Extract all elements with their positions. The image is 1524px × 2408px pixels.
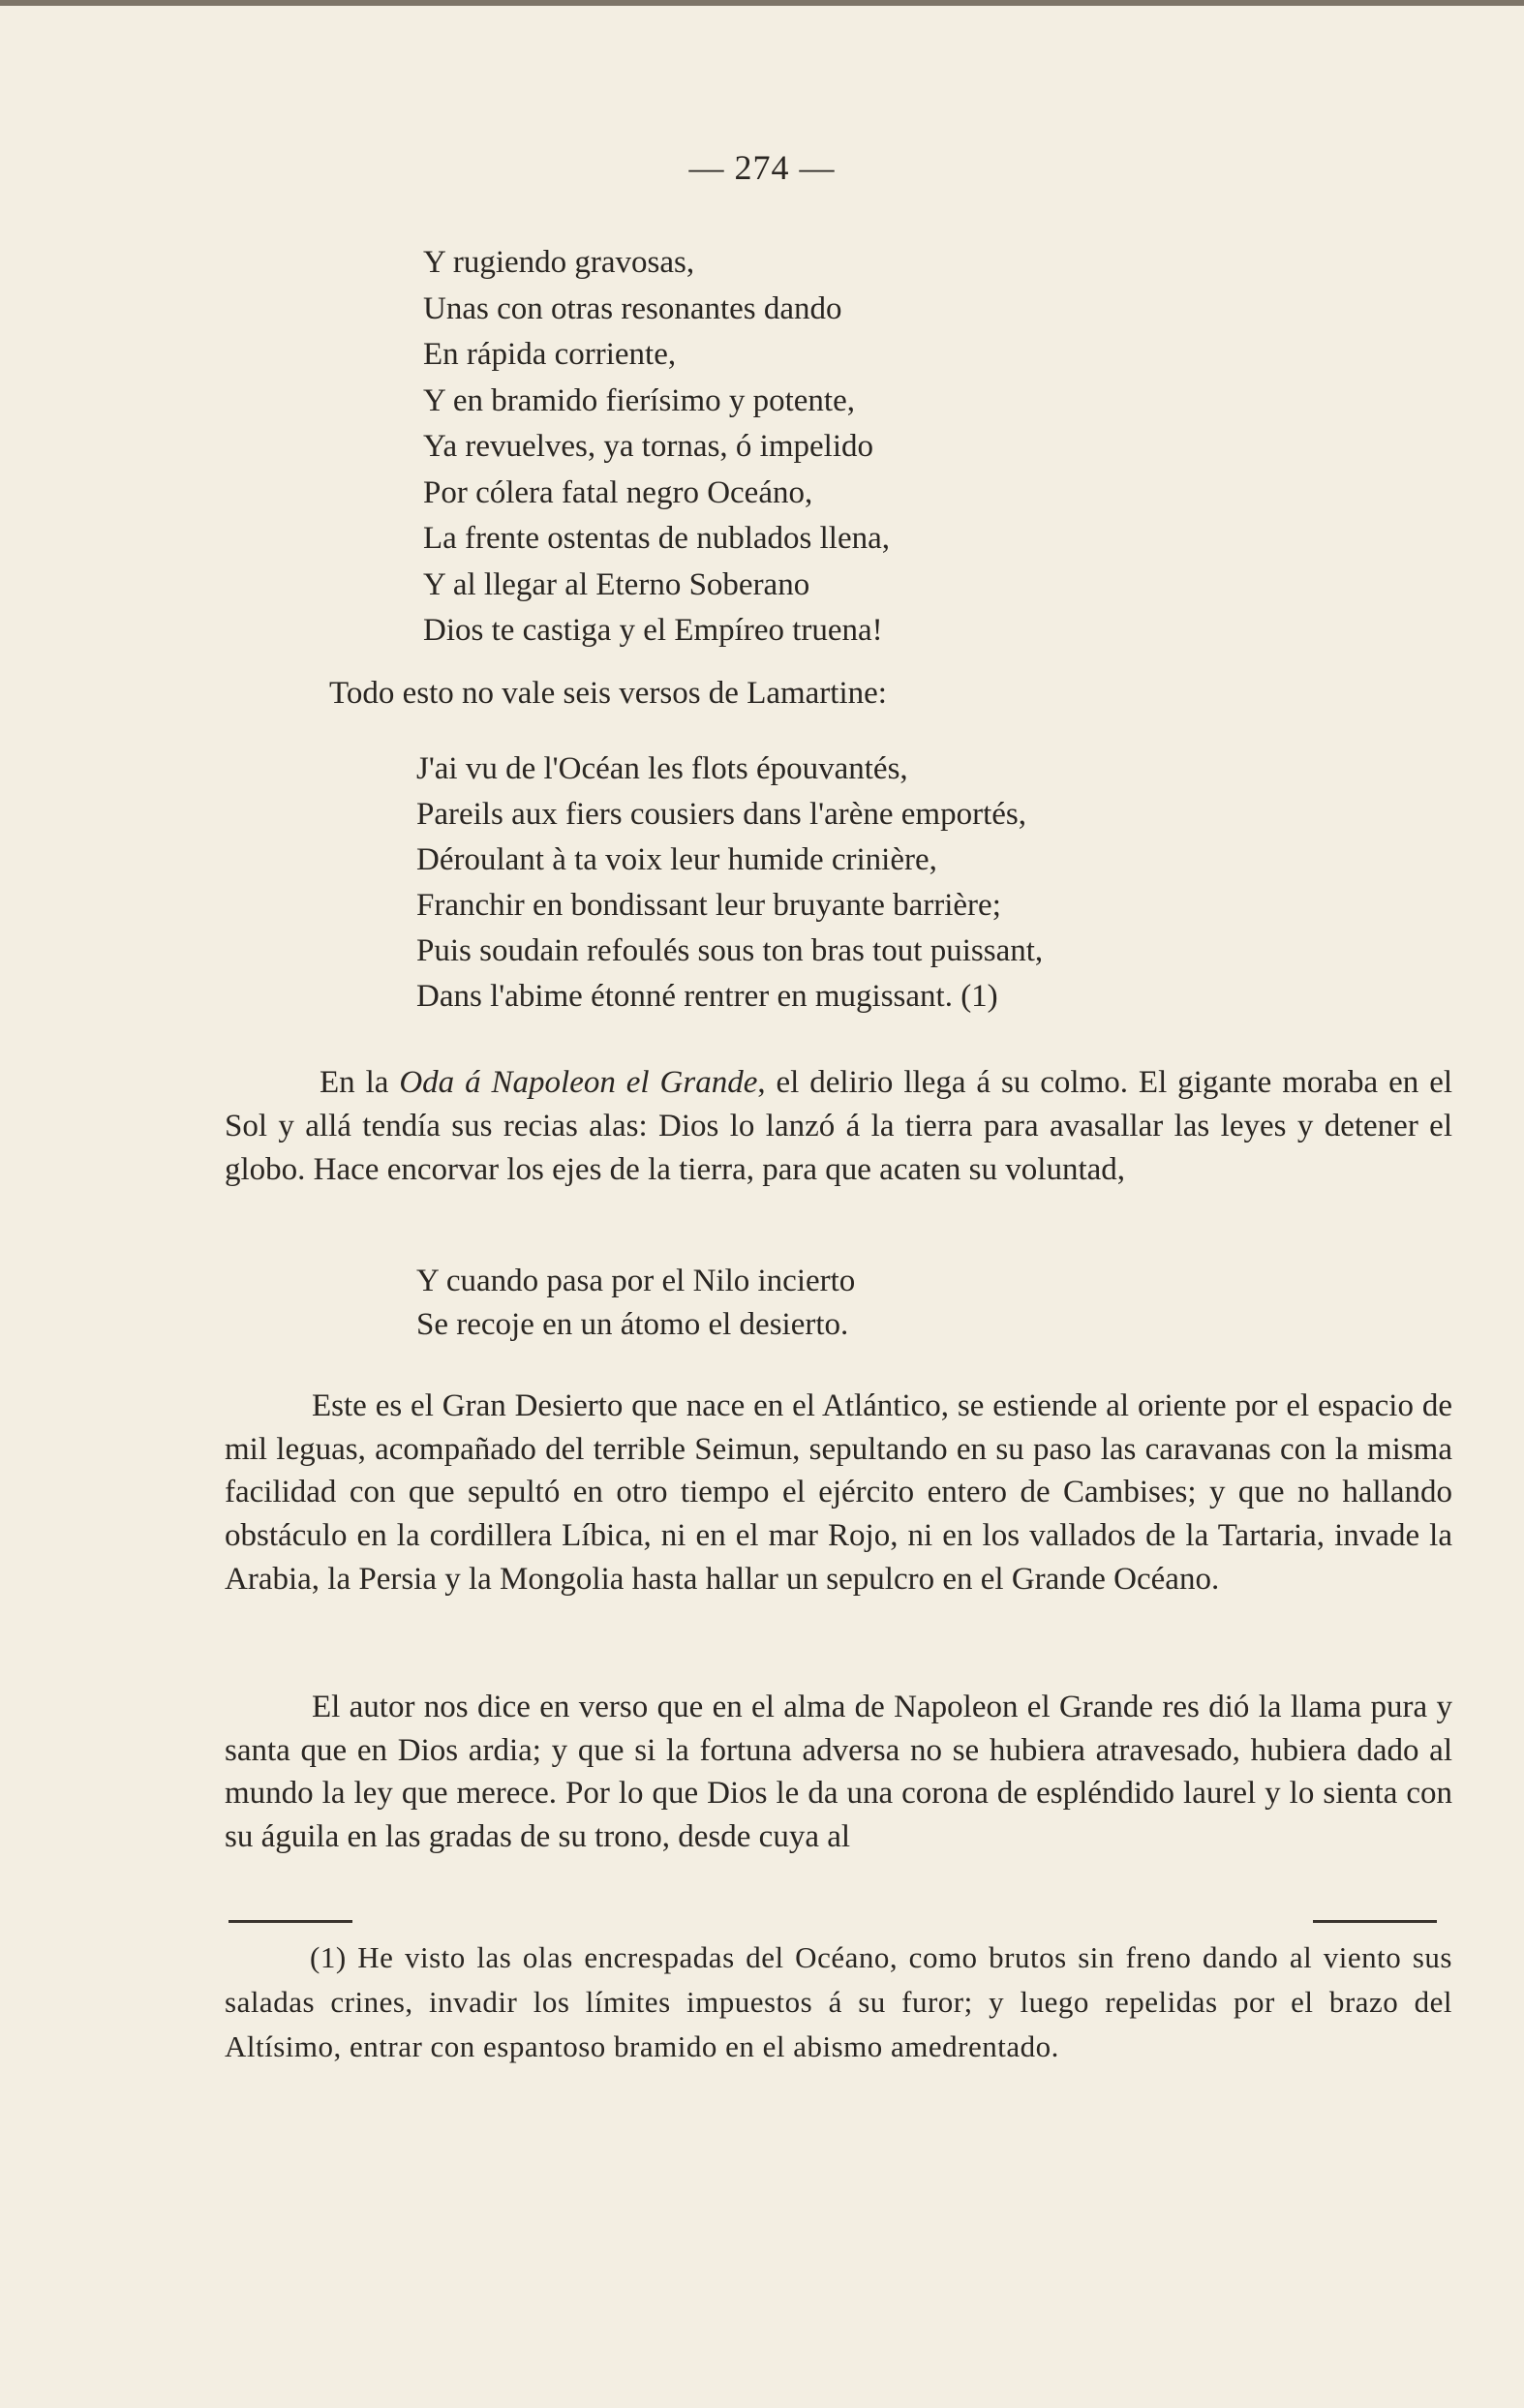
work-title-italic: Oda á Napoleon el Grande <box>399 1065 758 1100</box>
verse-line: Unas con otras resonantes dando <box>423 290 842 326</box>
footnote: (1) He visto las olas encrespadas del Océano, como brutos sin freno dando al viento sus saladas crines, invadir los límites impuestos á su furor; y luego repelidas por el brazo del Altísimo, entrar con espantoso bramido en el abismo amedrentado. <box>225 1940 1452 2063</box>
verse-line: Dios te castiga y el Empíreo truena! <box>423 613 883 648</box>
verse-line: J'ai vu de l'Océan les flots épouvantés, <box>416 751 908 786</box>
verse-line: En rápida corriente, <box>423 337 677 372</box>
verse-line: Y al llegar al Eterno Soberano <box>423 566 810 602</box>
verse-block-nilo <box>416 1260 855 1347</box>
verse-line: Franchir en bondissant leur bruyante barrière; <box>416 888 1001 923</box>
paragraph-autor: El autor nos dice en verso que en el alma de Napoleon el Grande res dió la llama pura y santa que en Dios ardia; y que si la fortuna adversa no se hubiera atravesado, hubiera dado al mundo la ley que merece. Por lo que Dios le da una corona de espléndido laurel y lo sienta con su águila en las gradas de su trono, desde cuya al <box>225 1690 1452 1855</box>
footnote-divider-left <box>229 1920 352 1923</box>
verse-line: La frente ostentas de nublados llena, <box>423 521 890 556</box>
verse-block-lamartine <box>416 747 1043 1020</box>
page-number: — 274 — <box>688 148 836 187</box>
verse-line: Dans l'abime étonné rentrer en mugissant. (1) <box>416 979 998 1014</box>
verse-block-ocean <box>423 240 890 655</box>
paragraph-text: En la <box>320 1065 400 1100</box>
verse-line: Puis soudain refoulés sous ton bras tout puissant, <box>416 933 1044 968</box>
verse-line: Se recoje en un átomo el desierto. <box>416 1307 849 1342</box>
footnote-divider-right <box>1313 1920 1437 1923</box>
paragraph-text: , el delirio llega á su colmo. El gigante moraba en el Sol y allá tendía sus recias alas: Dios lo lanzó á la tierra para avasallar las leyes y detener el globo. Hace encorvar los ejes de la tierra, para que acaten su voluntad, <box>225 1065 1453 1187</box>
verse-line: Déroulant à ta voix leur humide crinière, <box>416 842 937 877</box>
verse-line: Y rugiendo gravosas, <box>423 245 695 280</box>
verse-line: Por cólera fatal negro Oceáno, <box>423 474 813 510</box>
paragraph-oda-napoleon <box>225 1061 1452 1192</box>
verse-line: Pareils aux fiers cousiers dans l'arène emportés, <box>416 797 1026 832</box>
verse-line: Y en bramido fierísimo y potente, <box>423 382 855 418</box>
intro-line-lamartine: Todo esto no vale seis versos de Lamartine: <box>329 676 887 711</box>
verse-line: Y cuando pasa por el Nilo incierto <box>416 1264 856 1298</box>
verse-line: Ya revuelves, ya tornas, ó impelido <box>423 429 873 464</box>
paragraph-gran-desierto: Este es el Gran Desierto que nace en el Atlántico, se estiende al oriente por el espacio de mil leguas, acompañado del terrible Seimun, sepultando en su paso las caravanas con la misma facilidad con que sepultó en otro tiempo el ejército entero de Cambises; y que no hallando obstáculo en la cordillera Líbica, ni en el mar Rojo, ni en los vallados de la Tartaria, invade la Arabia, la Persia y la Mongolia hasta hallar un sepulcro en el Grande Océano. <box>225 1388 1452 1597</box>
